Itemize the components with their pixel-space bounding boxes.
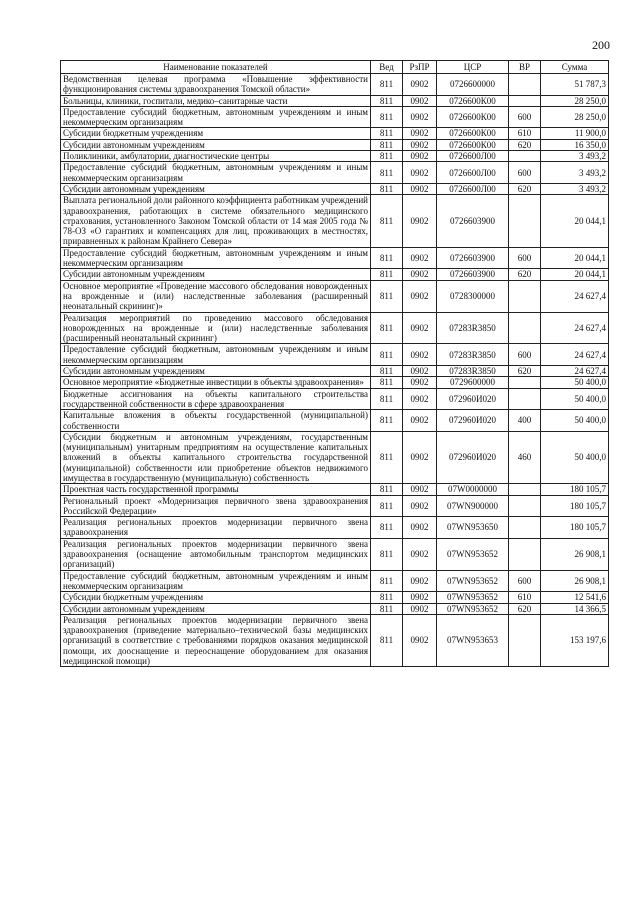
row-name: Реализация мероприятий по проведению массового обследования новорожденных на врожденные и (или) наследственные заболевания (расширенный неонатальный скрининг) [61, 312, 371, 344]
row-rzpr: 0902 [403, 74, 437, 96]
row-csr: 07WN953652 [437, 570, 509, 592]
row-name: Поликлиники, амбулатории, диагностические центры [61, 151, 371, 162]
header-rzpr: РзПР [403, 61, 437, 74]
row-vr: 610 [509, 128, 541, 139]
table-row [61, 162, 609, 184]
row-rzpr: 0902 [403, 95, 437, 106]
row-vr: 620 [509, 183, 541, 194]
row-csr: 0726600000 [437, 74, 509, 96]
row-rzpr: 0902 [403, 183, 437, 194]
row-name: Субсидии автономным учреждениям [61, 366, 371, 377]
row-ved: 811 [371, 388, 403, 410]
row-vr [509, 95, 541, 106]
row-ved: 811 [371, 410, 403, 432]
table-row [61, 247, 609, 269]
row-sum: 28 250,0 [541, 95, 609, 106]
row-name: Предоставление субсидий бюджетным, автономным учреждениям и иным некоммерческим организациям [61, 344, 371, 366]
table-row [61, 280, 609, 312]
row-ved: 811 [371, 139, 403, 150]
row-ved: 811 [371, 74, 403, 96]
row-name: Субсидии бюджетным учреждениям [61, 128, 371, 139]
row-rzpr: 0902 [403, 366, 437, 377]
page-number: 200 [592, 38, 610, 52]
table-row [61, 312, 609, 344]
row-ved: 811 [371, 495, 403, 517]
row-vr: 620 [509, 269, 541, 280]
table-row [61, 139, 609, 150]
table-row [61, 151, 609, 162]
table-row [61, 388, 609, 410]
row-sum: 3 493,2 [541, 162, 609, 184]
row-sum: 11 900,0 [541, 128, 609, 139]
header-sum: Сумма [541, 61, 609, 74]
row-name: Реализация региональных проектов модернизации первичного звена здравоохранения (приведение материально–технической базы медицинских организаций в соответствие с требованиями порядков оказания медицинской помощи, их дооснащение и переоснащение оборудованием для оказания медицинской помощи) [61, 614, 371, 666]
table-row [61, 538, 609, 570]
row-name: Больницы, клиники, госпитали, медико–санитарные части [61, 95, 371, 106]
row-csr: 0726600Л00 [437, 162, 509, 184]
row-vr [509, 312, 541, 344]
row-csr: 07WN953652 [437, 592, 509, 603]
table-header [61, 61, 609, 74]
row-sum: 26 908,1 [541, 570, 609, 592]
row-sum: 12 541,6 [541, 592, 609, 603]
row-vr [509, 377, 541, 388]
row-sum: 26 908,1 [541, 538, 609, 570]
row-rzpr: 0902 [403, 517, 437, 539]
row-sum: 16 350,0 [541, 139, 609, 150]
row-vr [509, 74, 541, 96]
row-name: Капитальные вложения в объекты государственной (муниципальной) собственности [61, 410, 371, 432]
row-csr: 07283R3850 [437, 312, 509, 344]
row-vr: 600 [509, 344, 541, 366]
row-rzpr: 0902 [403, 538, 437, 570]
header-ved: Вед [371, 61, 403, 74]
table-row [61, 517, 609, 539]
row-csr: 0728300000 [437, 280, 509, 312]
row-ved: 811 [371, 312, 403, 344]
row-name: Субсидии автономным учреждениям [61, 139, 371, 150]
row-vr: 620 [509, 603, 541, 614]
row-sum: 24 627,4 [541, 366, 609, 377]
table-row [61, 183, 609, 194]
row-name: Ведомственная целевая программа «Повышение эффективности функционирования системы здравоохранения Томской области» [61, 74, 371, 96]
row-sum: 24 627,4 [541, 280, 609, 312]
table-row [61, 484, 609, 495]
budget-table [60, 60, 609, 667]
row-vr: 400 [509, 410, 541, 432]
row-ved: 811 [371, 162, 403, 184]
row-rzpr: 0902 [403, 312, 437, 344]
row-vr: 600 [509, 570, 541, 592]
row-name: Региональный проект «Модернизация первичного звена здравоохранения Российской Федерации» [61, 495, 371, 517]
row-rzpr: 0902 [403, 377, 437, 388]
row-csr: 0726603900 [437, 247, 509, 269]
table-row [61, 592, 609, 603]
header-name: Наименование показателей [61, 61, 371, 74]
row-vr: 600 [509, 162, 541, 184]
row-vr: 600 [509, 106, 541, 128]
row-ved: 811 [371, 95, 403, 106]
table-row [61, 410, 609, 432]
row-rzpr: 0902 [403, 139, 437, 150]
row-csr: 07WN953650 [437, 517, 509, 539]
row-name: Предоставление субсидий бюджетным, автономным учреждениям и иным некоммерческим организациям [61, 106, 371, 128]
table-row [61, 431, 609, 483]
row-csr: 07WN953652 [437, 538, 509, 570]
row-name: Субсидии автономным учреждениям [61, 269, 371, 280]
row-ved: 811 [371, 377, 403, 388]
row-name: Основное мероприятие «Бюджетные инвестиции в объекты здравоохранения» [61, 377, 371, 388]
row-sum: 180 105,7 [541, 495, 609, 517]
row-vr [509, 538, 541, 570]
row-name: Предоставление субсидий бюджетным, автономным учреждениям и иным некоммерческим организациям [61, 162, 371, 184]
row-vr: 620 [509, 366, 541, 377]
row-csr: 072960И020 [437, 388, 509, 410]
row-csr: 072960И020 [437, 431, 509, 483]
row-name: Субсидии автономным учреждениям [61, 603, 371, 614]
row-name: Реализация региональных проектов модернизации первичного звена здравоохранения (оснащение автомобильным транспортом медицинских организаций) [61, 538, 371, 570]
row-ved: 811 [371, 570, 403, 592]
row-rzpr: 0902 [403, 280, 437, 312]
row-rzpr: 0902 [403, 128, 437, 139]
row-rzpr: 0902 [403, 410, 437, 432]
row-csr: 07283R3850 [437, 344, 509, 366]
row-csr: 07W0000000 [437, 484, 509, 495]
row-csr: 07WN900000 [437, 495, 509, 517]
row-sum: 180 105,7 [541, 517, 609, 539]
row-ved: 811 [371, 538, 403, 570]
row-rzpr: 0902 [403, 269, 437, 280]
row-csr: 072960И020 [437, 410, 509, 432]
row-ved: 811 [371, 128, 403, 139]
row-rzpr: 0902 [403, 614, 437, 666]
row-vr [509, 495, 541, 517]
row-csr: 0729600000 [437, 377, 509, 388]
table-row [61, 603, 609, 614]
row-sum: 24 627,4 [541, 312, 609, 344]
row-rzpr: 0902 [403, 603, 437, 614]
row-ved: 811 [371, 183, 403, 194]
row-vr: 620 [509, 139, 541, 150]
table-row [61, 366, 609, 377]
row-sum: 3 493,2 [541, 183, 609, 194]
row-vr: 600 [509, 247, 541, 269]
row-ved: 811 [371, 344, 403, 366]
row-ved: 811 [371, 603, 403, 614]
row-sum: 180 105,7 [541, 484, 609, 495]
row-sum: 20 044,1 [541, 195, 609, 247]
row-name: Предоставление субсидий бюджетным, автономным учреждениям и иным некоммерческим организациям [61, 247, 371, 269]
row-csr: 0726600К00 [437, 139, 509, 150]
row-ved: 811 [371, 106, 403, 128]
row-ved: 811 [371, 431, 403, 483]
table-row [61, 106, 609, 128]
row-name: Предоставление субсидий бюджетным, автономным учреждениям и иным некоммерческим организациям [61, 570, 371, 592]
row-ved: 811 [371, 484, 403, 495]
table-row [61, 269, 609, 280]
row-sum: 20 044,1 [541, 269, 609, 280]
row-csr: 0726600Л00 [437, 183, 509, 194]
row-name: Субсидии бюджетным учреждениям [61, 592, 371, 603]
row-name: Выплата региональной доли районного коэффициента работникам учреждений здравоохранения, работающих в системе обязательного медицинского страхования, установленного Законом Томской области от 14 мая 2005 года № 78-ОЗ «О гарантиях и компенсациях для лиц, проживающих в местностях, приравненных к районам Крайнего Севера» [61, 195, 371, 247]
row-sum: 50 400,0 [541, 431, 609, 483]
table-row [61, 377, 609, 388]
table-row [61, 95, 609, 106]
table-row [61, 570, 609, 592]
row-rzpr: 0902 [403, 106, 437, 128]
row-ved: 811 [371, 592, 403, 603]
row-rzpr: 0902 [403, 162, 437, 184]
table-row [61, 495, 609, 517]
row-ved: 811 [371, 195, 403, 247]
row-name: Бюджетные ассигнования на объекты капитального строительства государственной собственности в сфере здравоохранения [61, 388, 371, 410]
header-vr: ВР [509, 61, 541, 74]
row-sum: 20 044,1 [541, 247, 609, 269]
row-rzpr: 0902 [403, 570, 437, 592]
row-sum: 28 250,0 [541, 106, 609, 128]
table-row [61, 74, 609, 96]
header-csr: ЦСР [437, 61, 509, 74]
row-sum: 51 787,3 [541, 74, 609, 96]
row-rzpr: 0902 [403, 592, 437, 603]
row-ved: 811 [371, 366, 403, 377]
table-row [61, 614, 609, 666]
row-rzpr: 0902 [403, 388, 437, 410]
row-vr [509, 614, 541, 666]
row-csr: 0726600К00 [437, 128, 509, 139]
table-row [61, 195, 609, 247]
row-name: Проектная часть государственной программы [61, 484, 371, 495]
row-rzpr: 0902 [403, 344, 437, 366]
row-vr [509, 484, 541, 495]
row-ved: 811 [371, 280, 403, 312]
row-rzpr: 0902 [403, 484, 437, 495]
row-vr [509, 388, 541, 410]
row-rzpr: 0902 [403, 495, 437, 517]
row-csr: 07283R3850 [437, 366, 509, 377]
row-vr [509, 151, 541, 162]
table-row [61, 344, 609, 366]
row-csr: 0726603900 [437, 269, 509, 280]
table-body [61, 74, 609, 667]
row-vr: 460 [509, 431, 541, 483]
row-rzpr: 0902 [403, 431, 437, 483]
row-ved: 811 [371, 517, 403, 539]
row-ved: 811 [371, 247, 403, 269]
row-name: Субсидии автономным учреждениям [61, 183, 371, 194]
row-csr: 0726603900 [437, 195, 509, 247]
row-ved: 811 [371, 151, 403, 162]
row-sum: 50 400,0 [541, 388, 609, 410]
row-rzpr: 0902 [403, 247, 437, 269]
row-sum: 14 366,5 [541, 603, 609, 614]
row-sum: 24 627,4 [541, 344, 609, 366]
table-row [61, 128, 609, 139]
row-sum: 50 400,0 [541, 377, 609, 388]
row-csr: 0726600К00 [437, 106, 509, 128]
row-csr: 0726600К00 [437, 95, 509, 106]
row-csr: 0726600Л00 [437, 151, 509, 162]
row-rzpr: 0902 [403, 151, 437, 162]
row-sum: 3 493,2 [541, 151, 609, 162]
row-sum: 153 197,6 [541, 614, 609, 666]
row-vr [509, 517, 541, 539]
row-ved: 811 [371, 614, 403, 666]
row-vr [509, 280, 541, 312]
row-rzpr: 0902 [403, 195, 437, 247]
row-csr: 07WN953653 [437, 614, 509, 666]
row-csr: 07WN953652 [437, 603, 509, 614]
row-ved: 811 [371, 269, 403, 280]
row-sum: 50 400,0 [541, 410, 609, 432]
row-vr: 610 [509, 592, 541, 603]
row-name: Основное мероприятие «Проведение массового обследования новорожденных на врожденные и (или) наследственные заболевания (расширенный неонатальный скрининг)» [61, 280, 371, 312]
row-name: Субсидии бюджетным и автономным учреждениям, государственным (муниципальным) унитарным предприятиям на осуществление капитальных вложений в объекты капитального строительства государственной (муниципальной) собственности или приобретение объектов недвижимого имущества в государственную (муниципальную) собственность [61, 431, 371, 483]
row-vr [509, 195, 541, 247]
row-name: Реализация региональных проектов модернизации первичного звена здравоохранения [61, 517, 371, 539]
